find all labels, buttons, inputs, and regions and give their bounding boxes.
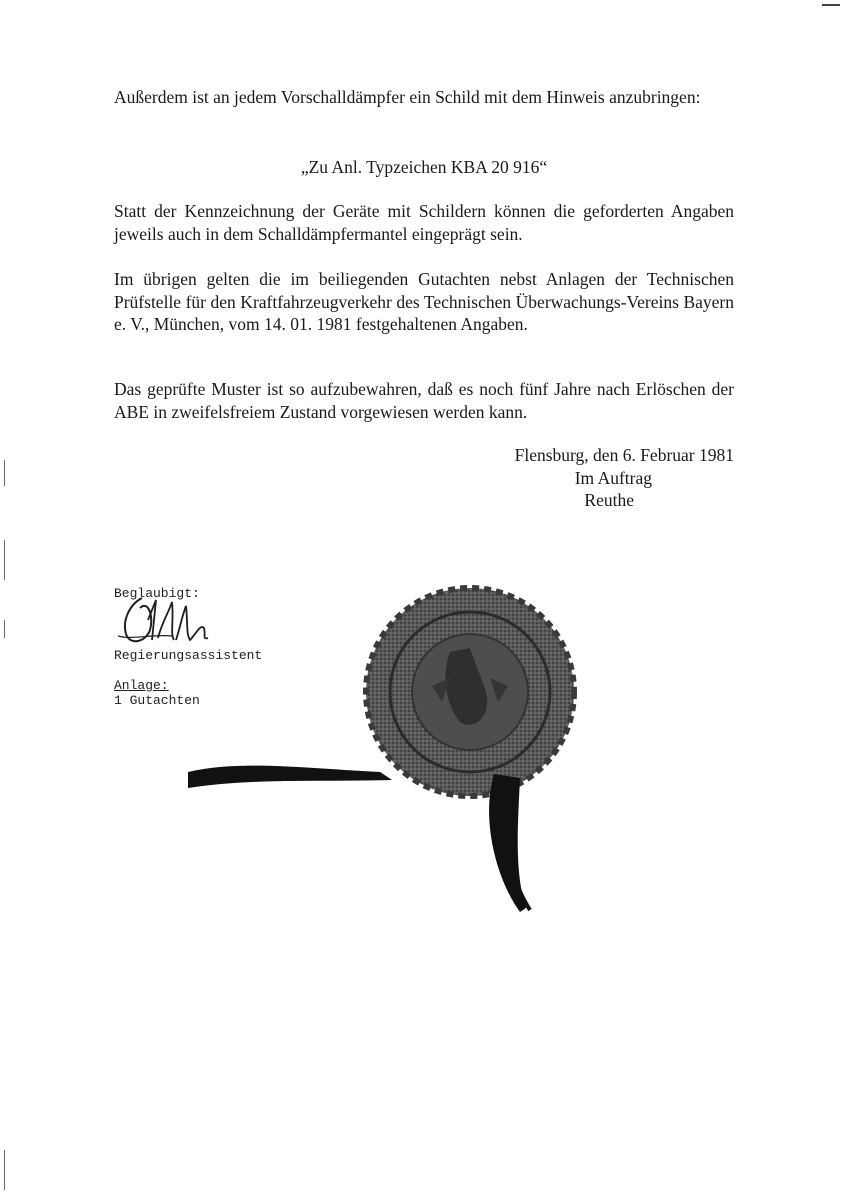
certification-title: Regierungsassistent	[114, 648, 263, 663]
paragraph-sample-retention: Das geprüfte Muster ist so aufzubewahren, daß es noch fünf Jahre nach Erlöschen der ABE in zweifelsfreiem Zustand vorgewiesen werden kann.	[114, 379, 734, 422]
scan-edge-mark	[4, 460, 5, 486]
paragraph-expert-report: Im übrigen gelten die im beiliegenden Gutachten nebst Anlagen der Technischen Prüfstelle für den Kraftfahrzeugverkehr des Technischen Überwachungs-Vereins Bayern e. V., München, vom 14. 01. 1981 festgehaltenen Angaben.	[114, 269, 734, 334]
on-behalf-line: Im Auftrag	[574, 467, 652, 488]
signature-block	[515, 444, 734, 512]
certification-label: Beglaubigt:	[114, 586, 200, 601]
scan-edge-mark	[4, 540, 5, 580]
scan-edge-mark	[4, 1150, 5, 1190]
place-and-date: Flensburg, den 6. Februar 1981	[514, 445, 734, 465]
official-seal	[180, 582, 590, 922]
enclosure-item: 1 Gutachten	[114, 693, 200, 708]
paragraph-engraving-alternative: Statt der Kennzeichnung der Geräte mit Schildern können die geforderten Angaben jeweils auch in dem Schalldämpfermantel eingeprägt sein.	[114, 201, 734, 244]
paragraph-nameplate-requirement: Außerdem ist an jedem Vorschalldämpfer ein Schild mit dem Hinweis anzubringen:	[114, 87, 701, 107]
scan-edge-mark	[4, 620, 5, 638]
type-mark-quote: „Zu Anl. Typzeichen KBA 20 916“	[300, 157, 548, 177]
scan-corner-mark	[822, 4, 840, 6]
seal-disc	[366, 588, 574, 796]
seal-cord-left	[188, 766, 392, 788]
signatory-name: Reuthe	[584, 490, 634, 510]
enclosure-label: Anlage:	[114, 678, 169, 693]
